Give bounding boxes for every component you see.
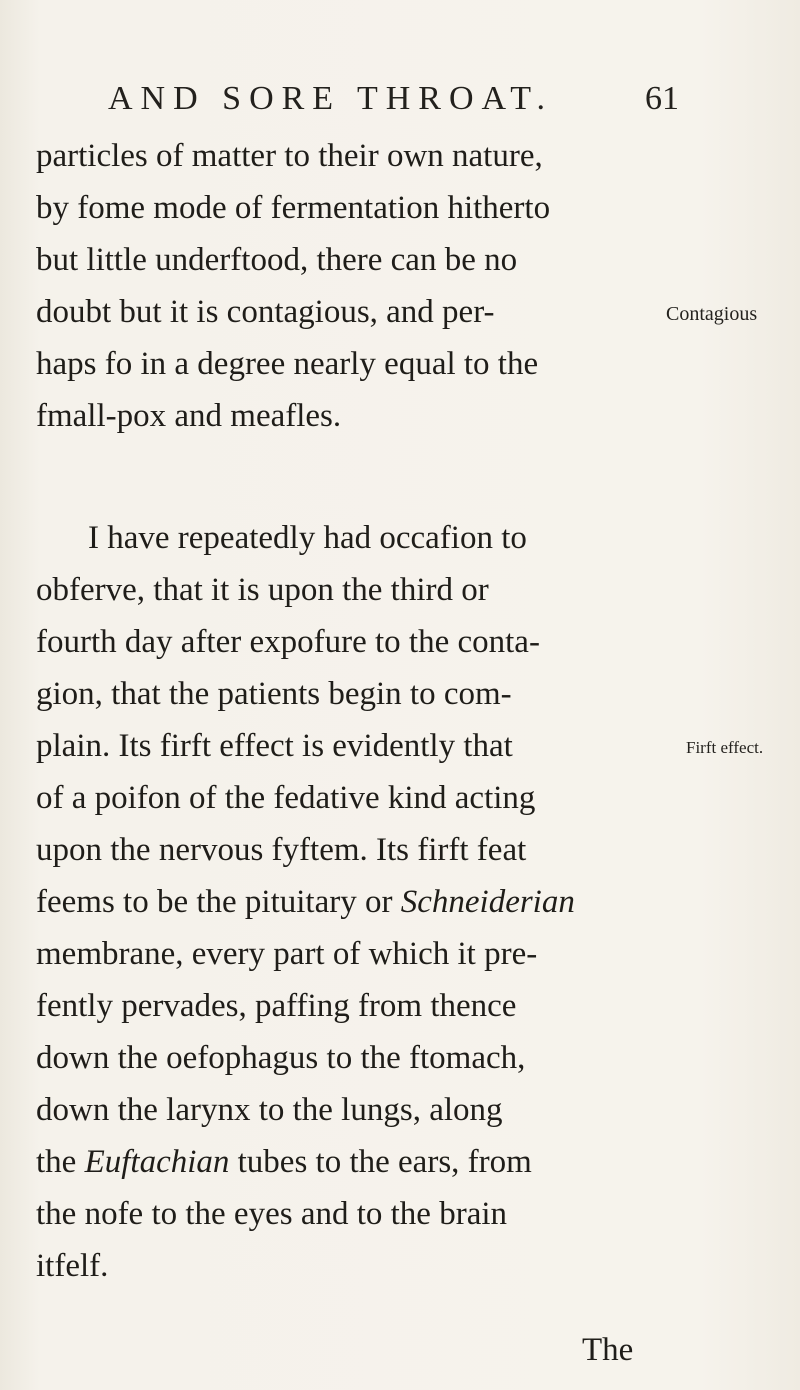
text-line: haps fo in a degree nearly equal to the (36, 346, 539, 382)
text-span: feems to be the pituitary or (36, 884, 401, 920)
text-line: membrane, every part of which it pre- (36, 936, 538, 972)
text-span: tubes to the ears, from (229, 1144, 532, 1180)
text-line: doubt but it is contagious, and per- (36, 294, 495, 330)
text-line: down the oefophagus to the ftomach, (36, 1040, 526, 1076)
text-line: upon the nervous fyftem. Its firft feat (36, 832, 527, 868)
text-line (36, 1142, 532, 1182)
running-head-title: AND SORE THROAT. (108, 80, 554, 117)
text-line: fourth day after expofure to the conta- (36, 624, 540, 660)
italic-term: Euftachian (84, 1144, 230, 1180)
text-span: the (36, 1144, 85, 1180)
text-line: itfelf. (36, 1248, 109, 1284)
italic-term: Schneiderian (400, 884, 575, 920)
text-line: the nofe to the eyes and to the brain (36, 1196, 508, 1232)
text-line (36, 882, 575, 922)
text-line: plain. Its firft effect is evidently that (36, 728, 513, 764)
text-line: of a poifon of the fedative kind acting (36, 780, 536, 816)
marginal-note-contagious: Contagious (666, 303, 758, 325)
text-line: fmall-pox and meafles. (36, 398, 342, 434)
text-line: obferve, that it is upon the third or (36, 572, 489, 608)
text-line: fently pervades, paffing from thence (36, 988, 517, 1024)
text-line: gion, that the patients begin to com- (36, 676, 512, 712)
text-line: down the larynx to the lungs, along (36, 1092, 503, 1128)
page-number: 61 (645, 80, 679, 117)
text-line: particles of matter to their own nature, (36, 138, 543, 174)
running-head (0, 80, 800, 130)
text-line: by fome mode of fermentation hitherto (36, 190, 551, 226)
text-line: I have repeatedly had occafion to (88, 520, 527, 556)
text-line: but little underftood, there can be no (36, 242, 518, 278)
catchword: The (582, 1332, 634, 1368)
marginal-note-first-effect: Firft effect. (686, 738, 764, 757)
